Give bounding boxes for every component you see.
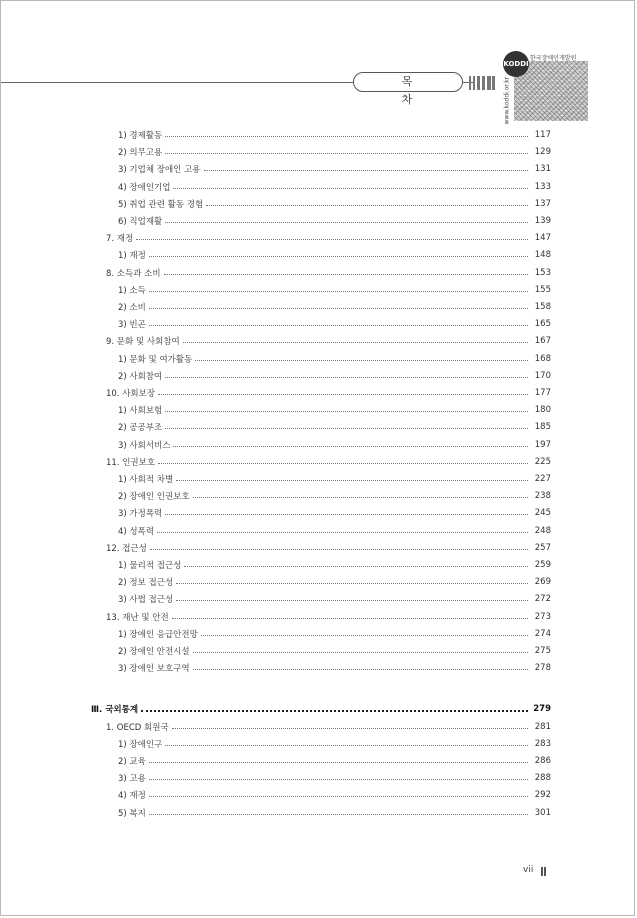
toc-entry-page: 269 — [534, 577, 551, 588]
toc-entry-page: 288 — [534, 773, 551, 784]
toc-subsection — [118, 145, 551, 159]
toc-entry-label: 3) 빈곤 — [118, 320, 146, 331]
toc-entry-label: 11. 인권보호 — [106, 457, 156, 468]
toc-leader-dots — [172, 728, 528, 729]
toc-leader-dots — [165, 377, 528, 378]
toc-entry-label: 3) 사법 접근성 — [118, 595, 174, 606]
toc-entry-page: 272 — [534, 594, 551, 605]
toc-leader-dots — [136, 239, 528, 240]
toc-entry-page: 275 — [534, 646, 551, 656]
toc-section — [106, 266, 551, 280]
toc-subsection — [118, 592, 551, 606]
toc-subsection — [118, 737, 551, 751]
toc-leader-dots — [164, 274, 528, 275]
toc-entry-label: 13. 재난 및 안전 — [106, 612, 169, 623]
toc-leader-dots — [183, 342, 528, 343]
toc-leader-dots — [176, 583, 528, 584]
toc-leader-dots — [149, 796, 528, 797]
toc-subsection — [118, 506, 551, 520]
toc-leader-dots — [158, 463, 528, 464]
toc-entry-page: 238 — [534, 491, 551, 502]
toc-entry-page: 245 — [534, 508, 551, 519]
header-rule-left — [1, 82, 354, 83]
toc-leader-dots — [195, 360, 528, 361]
toc-subsection — [118, 317, 551, 331]
toc-subsection — [118, 788, 551, 802]
toc-leader-dots — [165, 411, 528, 412]
toc-entry-label: 3) 기업체 장애인 고용 — [118, 165, 201, 176]
toc-entry-page: 158 — [534, 302, 551, 312]
toc-subsection — [118, 438, 551, 452]
toc-entry-page: 180 — [534, 405, 551, 416]
toc-entry-label: 2) 소비 — [118, 303, 146, 313]
toc-entry-label: 10. 사회보장 — [106, 389, 156, 399]
toc-leader-dots — [204, 170, 528, 171]
toc-entry-label: 9. 문화 및 사회참여 — [106, 337, 180, 348]
toc-entry-label: 2) 공공부조 — [118, 423, 163, 434]
toc-entry-label: 5) 복지 — [118, 808, 146, 819]
toc-leader-dots — [158, 394, 528, 395]
toc-entry-page: 177 — [534, 388, 551, 398]
toc-entry-page: 155 — [534, 284, 551, 295]
toc-subsection — [118, 472, 551, 486]
toc-entry-page: 279 — [533, 704, 551, 715]
toc-entry-page: 117 — [534, 130, 551, 140]
toc-section — [106, 720, 551, 734]
toc-entry-label: 1) 장애인 응급안전망 — [118, 629, 198, 640]
toc-entry-page: 197 — [534, 439, 551, 450]
toc-entry-page: 170 — [534, 370, 551, 381]
toc-subsection — [118, 352, 551, 366]
toc-entry-page: 281 — [534, 721, 551, 732]
toc-subsection — [118, 489, 551, 503]
toc-entry-label: 6) 직업재활 — [118, 217, 163, 227]
toc-entry-label: 7. 재정 — [106, 234, 134, 245]
toc-subsection — [118, 771, 551, 785]
toc-section — [106, 610, 551, 624]
toc-leader-dots — [165, 514, 528, 515]
toc-section — [106, 386, 551, 400]
toc-entry-page: 168 — [534, 353, 551, 364]
toc-entry-page: 147 — [534, 233, 551, 244]
toc-entry-page: 283 — [534, 738, 551, 749]
toc-entry-page: 286 — [534, 756, 551, 766]
toc-entry-label: 1) 재정 — [118, 251, 146, 262]
toc-entry-page: 227 — [534, 474, 551, 484]
toc-entry-label: 8. 소득과 소비 — [106, 268, 161, 279]
toc-entry-page: 167 — [534, 336, 551, 347]
toc-subsection — [118, 197, 551, 211]
toc-subsection — [118, 524, 551, 538]
toc-entry-label: 12. 접근성 — [106, 543, 147, 554]
toc-subsection — [118, 644, 551, 658]
toc-entry-label: 3) 고용 — [118, 774, 146, 785]
toc-leader-dots — [173, 446, 528, 447]
toc-entry-label: 3) 장애인 보호구역 — [118, 664, 190, 675]
toc-subsection — [118, 661, 551, 675]
toc-leader-dots — [176, 600, 528, 601]
toc-part-heading — [91, 702, 551, 716]
toc-subsection — [118, 214, 551, 228]
toc-entry-label: 1) 사회적 차별 — [118, 475, 174, 485]
toc-leader-dots — [150, 549, 528, 550]
toc-leader-dots — [176, 480, 528, 481]
toc-section — [106, 455, 551, 469]
toc-leader-dots — [165, 222, 528, 223]
toc-entry-page: 274 — [534, 628, 551, 639]
toc-leader-dots — [149, 779, 528, 780]
toc-entry-page: 278 — [534, 663, 551, 674]
toc-entry-page: 301 — [534, 807, 551, 818]
toc-leader-dots — [173, 188, 528, 189]
toc-subsection — [118, 128, 551, 142]
toc-entry-page: 257 — [534, 542, 551, 553]
toc-entry-label: 1) 경제활동 — [118, 131, 163, 141]
toc-entry-label: 3) 사회서비스 — [118, 440, 171, 451]
toc-leader-dots — [193, 497, 528, 498]
toc-entry-page: 225 — [534, 456, 551, 467]
toc-subsection — [118, 369, 551, 383]
page-number: vii — [523, 865, 534, 875]
toc-title: 목 차 — [353, 72, 463, 92]
toc-subsection — [118, 806, 551, 820]
toc-subsection — [118, 248, 551, 262]
toc-entry-label: 3) 가정폭력 — [118, 509, 163, 520]
toc-entry-page: 139 — [534, 216, 551, 226]
toc-subsection — [118, 403, 551, 417]
toc-leader-dots — [193, 669, 528, 670]
toc-entry-label: 4) 재정 — [118, 791, 146, 802]
toc-leader-dots — [157, 532, 528, 533]
toc-subsection — [118, 754, 551, 768]
toc-leader-dots — [165, 428, 528, 429]
toc-leader-dots — [149, 256, 528, 257]
toc-entry-page: 133 — [534, 181, 551, 192]
toc-entry-page: 129 — [534, 147, 551, 158]
toc-leader-dots — [165, 745, 528, 746]
toc-entry-page: 131 — [534, 164, 551, 175]
toc-subsection — [118, 300, 551, 314]
toc-section — [106, 334, 551, 348]
toc-subsection — [118, 162, 551, 176]
toc-entry-label: 2) 장애인 안전시설 — [118, 647, 190, 657]
toc-subsection — [118, 627, 551, 641]
toc-leader-dots — [141, 710, 528, 712]
header-bars-decoration — [469, 76, 495, 90]
toc-subsection — [118, 420, 551, 434]
toc-entry-page: 165 — [534, 319, 551, 330]
toc-entry-label: 2) 사회참여 — [118, 371, 163, 382]
footer-bars-decoration — [541, 867, 547, 876]
toc-leader-dots — [149, 291, 528, 292]
toc-leader-dots — [165, 136, 528, 137]
logo-name: 한국장애인개발원 — [530, 55, 577, 62]
toc-entry-page: 273 — [534, 611, 551, 622]
toc-entry-label: 4) 성폭력 — [118, 526, 155, 537]
toc-section — [106, 541, 551, 555]
toc-leader-dots — [172, 618, 528, 619]
toc-entry-page: 153 — [534, 267, 551, 278]
toc-leader-dots — [165, 153, 528, 154]
toc-leader-dots — [149, 814, 528, 815]
toc-section — [106, 231, 551, 245]
toc-entry-label: 2) 정보 접근성 — [118, 578, 174, 589]
toc-entry-label: 1) 사회보험 — [118, 406, 163, 417]
toc-subsection — [118, 180, 551, 194]
toc-entry-label: 1) 장애인구 — [118, 739, 163, 750]
toc-subsection — [118, 558, 551, 572]
toc-leader-dots — [149, 308, 528, 309]
toc-entry-label: 1. OECD 회원국 — [106, 722, 169, 733]
toc-subsection — [118, 283, 551, 297]
toc-entry-label: 2) 교육 — [118, 757, 146, 767]
toc-entry-page: 185 — [534, 422, 551, 433]
toc-entry-label: 1) 문화 및 여가활동 — [118, 354, 193, 365]
toc-entry-label: 4) 장애인기업 — [118, 182, 171, 193]
toc-leader-dots — [206, 205, 528, 206]
toc-entry-label: 2) 의무고용 — [118, 148, 163, 159]
toc-entry-label: 1) 물리적 접근성 — [118, 561, 182, 571]
toc-leader-dots — [193, 652, 528, 653]
toc-leader-dots — [149, 325, 528, 326]
toc-entry-label: Ⅲ. 국외통계 — [91, 705, 139, 716]
toc-entry-label: 2) 장애인 인권보호 — [118, 492, 190, 503]
logo-badge: KODDI — [503, 51, 529, 77]
logo-url: www.koddi.or.kr — [503, 76, 511, 125]
toc-entry-label: 1) 소득 — [118, 285, 146, 296]
toc-leader-dots — [184, 566, 528, 567]
toc-subsection — [118, 575, 551, 589]
toc-entry-page: 259 — [534, 560, 551, 570]
toc-entry-page: 248 — [534, 525, 551, 536]
koddi-logo — [501, 51, 589, 123]
toc-leader-dots — [201, 635, 528, 636]
toc-entry-label: 5) 취업 관련 활동 경험 — [118, 199, 204, 210]
toc-entry-page: 292 — [534, 790, 551, 801]
toc-entry-page: 148 — [534, 250, 551, 261]
toc-entry-page: 137 — [534, 198, 551, 209]
toc-leader-dots — [149, 762, 528, 763]
